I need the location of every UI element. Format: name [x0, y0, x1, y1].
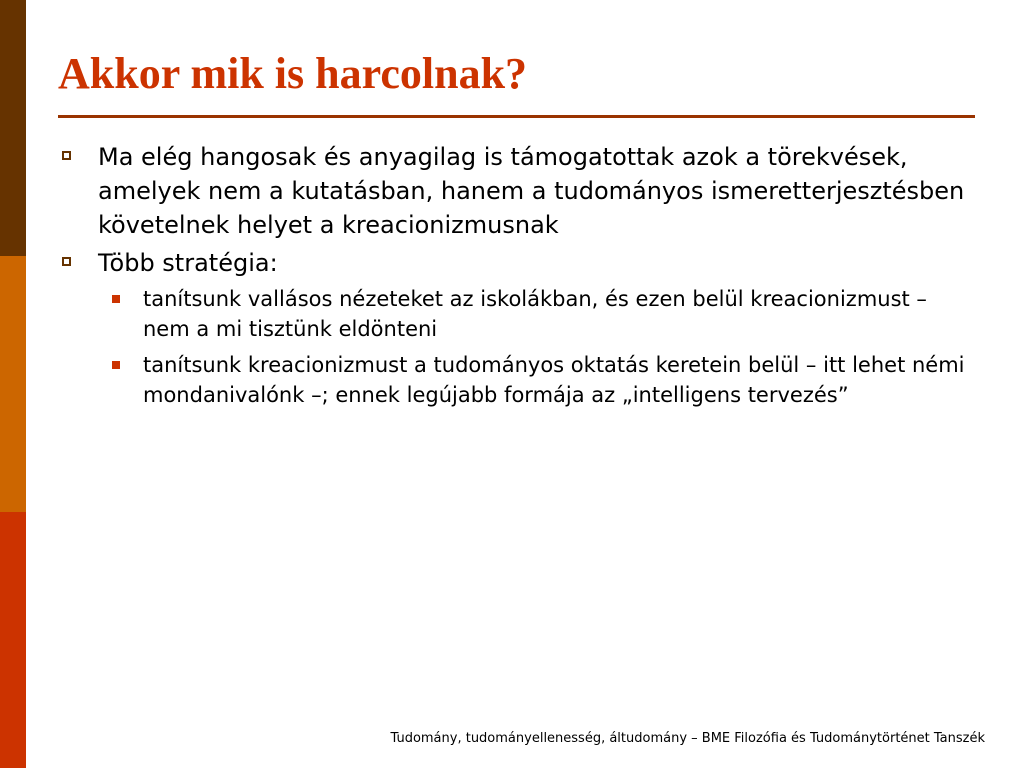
filled-square-bullet-icon: [112, 295, 120, 303]
bullet-item: [58, 140, 978, 242]
bullet-item: [58, 246, 978, 280]
hollow-square-bullet-icon: [62, 151, 71, 160]
slide-footer: Tudomány, tudományellenesség, áltudomány – BME Filozófia és Tudománytörténet Tanszék: [390, 731, 985, 746]
slide-content: [58, 140, 978, 416]
hollow-square-bullet-icon: [62, 257, 71, 266]
filled-square-bullet-icon: [112, 361, 120, 369]
side-bar-bottom: [0, 512, 26, 768]
title-underline: [58, 115, 975, 118]
side-bar-middle: [0, 256, 26, 512]
sub-bullet-item: [58, 284, 978, 344]
sub-bullet-item: [58, 350, 978, 410]
side-bar-top: [0, 0, 26, 256]
sub-bullet-text: tanítsunk vallásos nézeteket az iskolákban, és ezen belül kreacionizmust – nem a mi tisztünk eldönteni: [143, 287, 927, 341]
bullet-text: Ma elég hangosak és anyagilag is támogatottak azok a törekvések, amelyek nem a kutatásban, hanem a tudományos ismeretterjesztésben követelnek helyet a kreacionizmusnak: [98, 143, 965, 239]
slide-title: Akkor mik is harcolnak?: [58, 49, 528, 98]
sub-bullet-text: tanítsunk kreacionizmust a tudományos oktatás keretein belül – itt lehet némi mondanivalónk –; ennek legújabb formája az „intelligens tervezés”: [143, 353, 965, 407]
bullet-text: Több stratégia:: [98, 249, 278, 277]
